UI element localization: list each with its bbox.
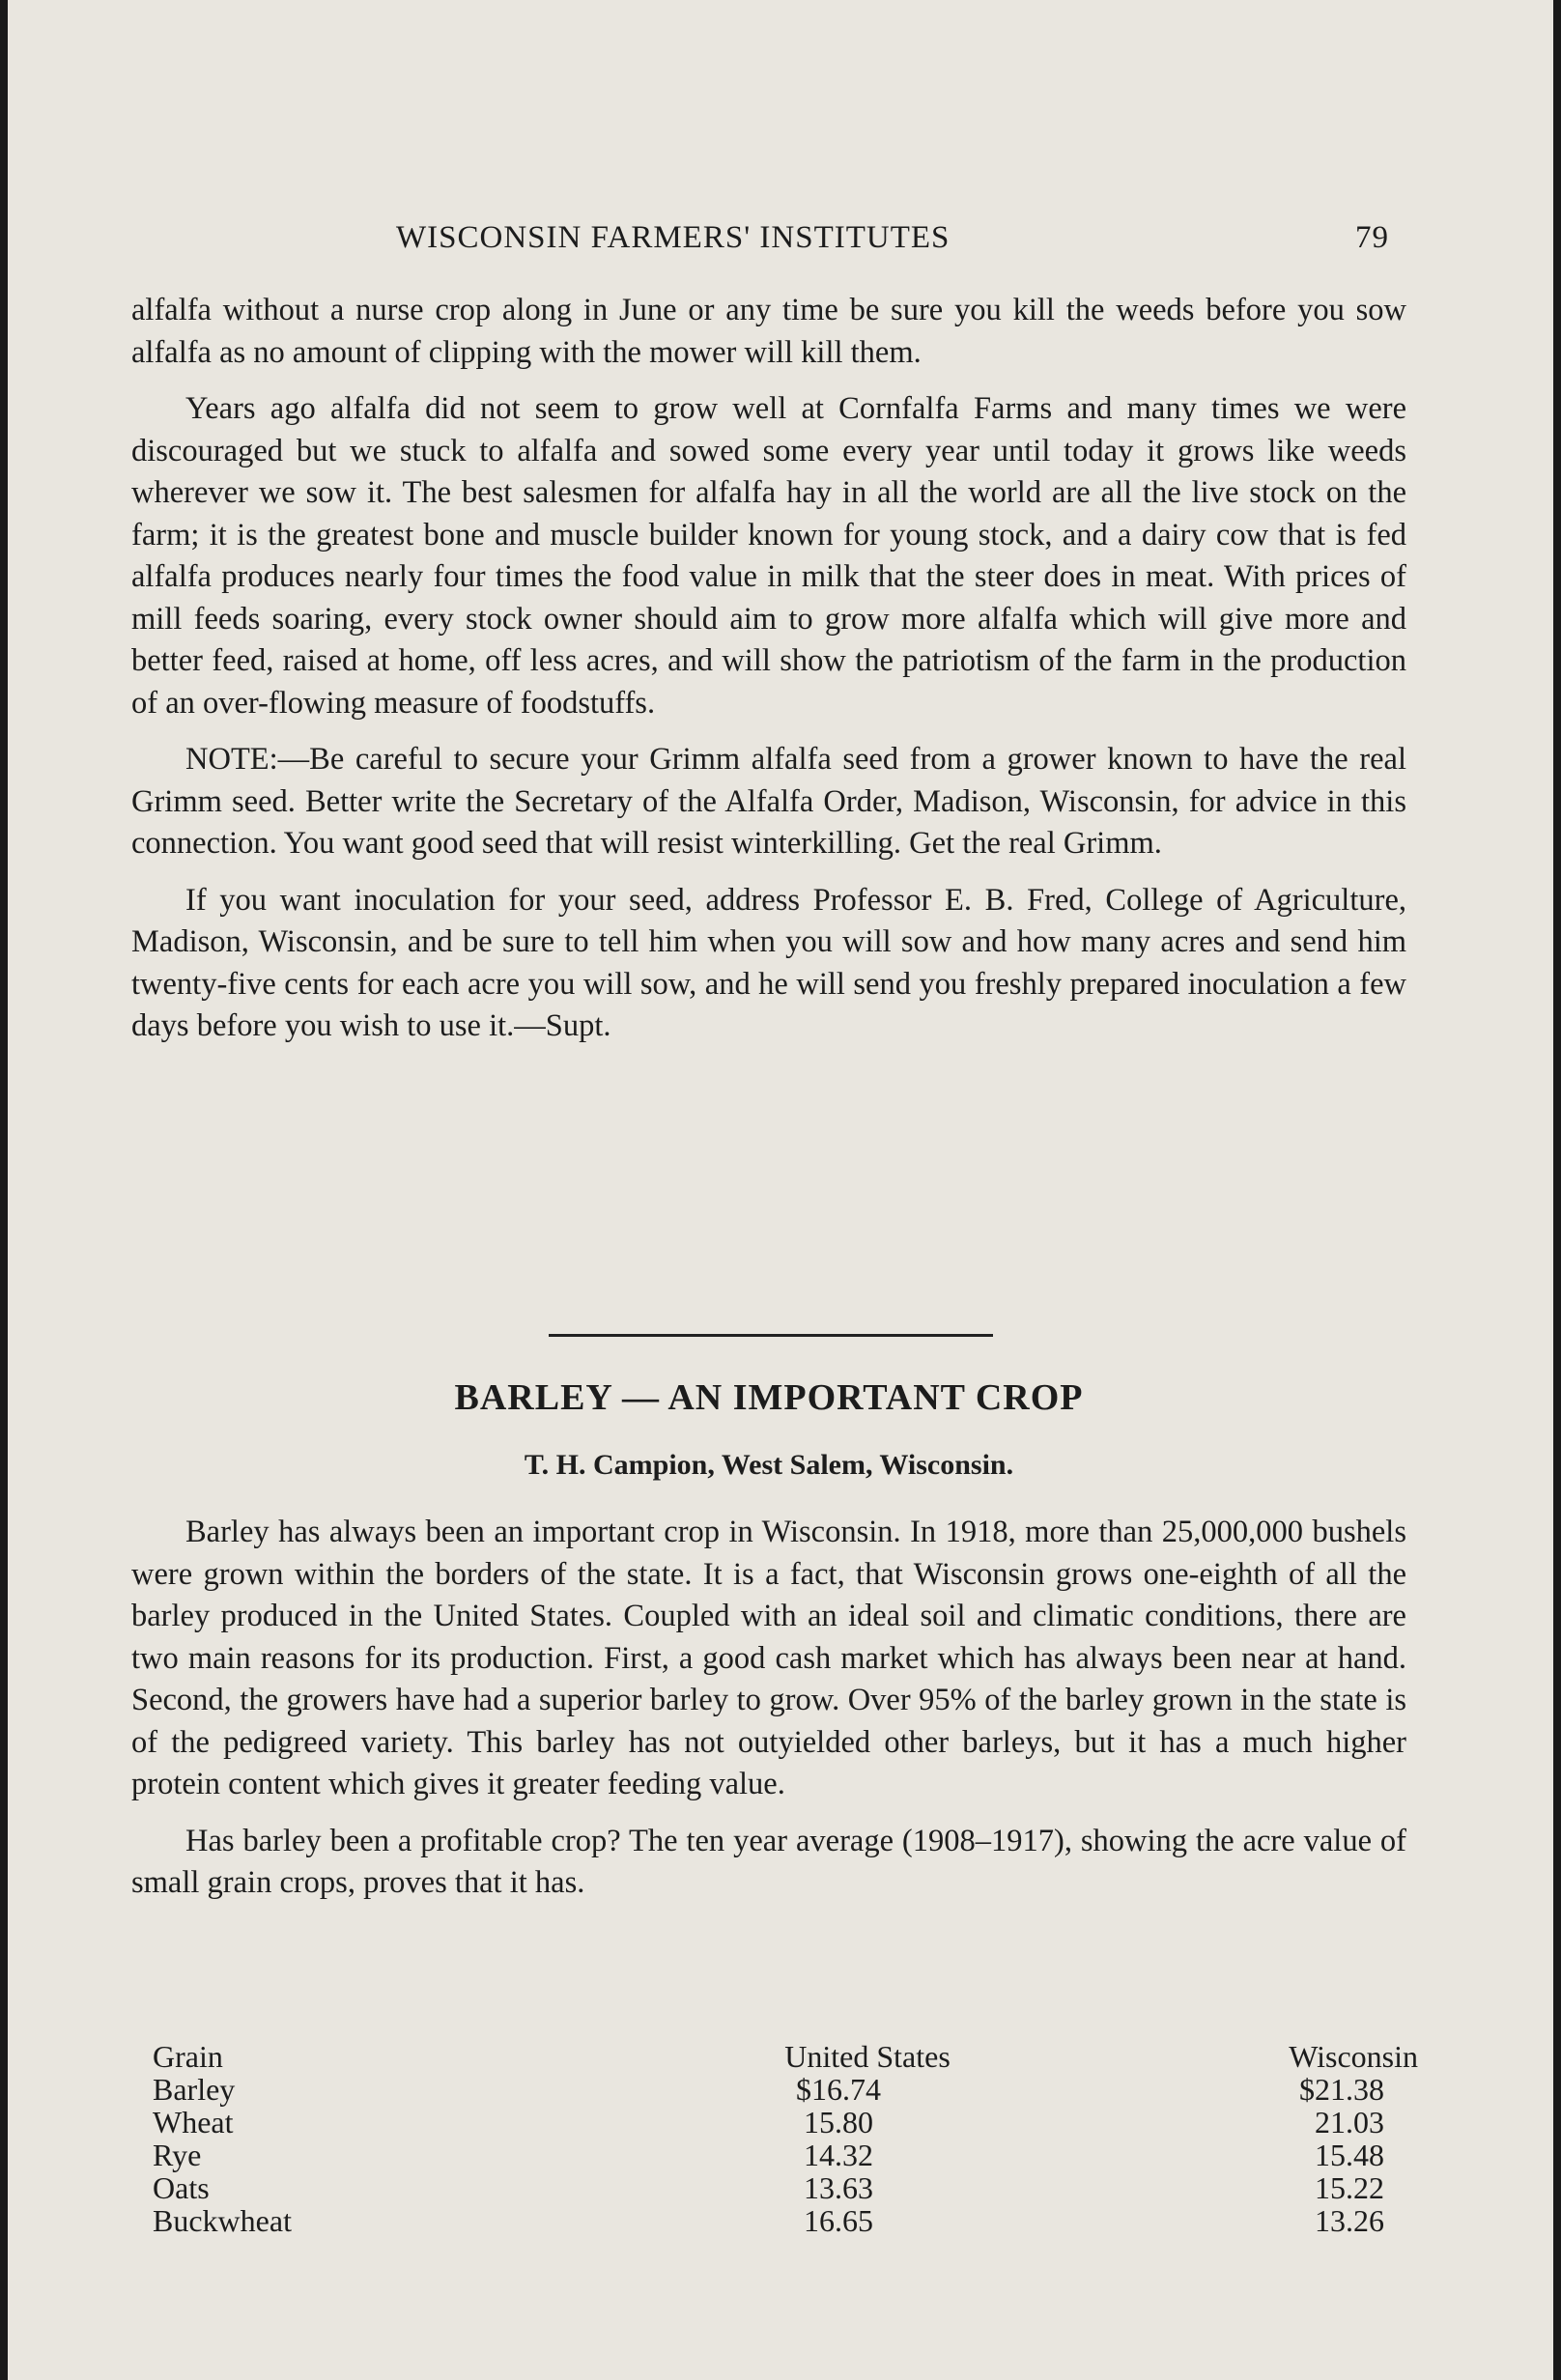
table-row — [153, 2073, 1418, 2106]
table-row — [153, 2171, 1418, 2204]
column-header-wisconsin: Wisconsin — [1289, 2039, 1418, 2074]
table-row — [153, 2106, 1418, 2139]
wisconsin-value-cell: $21.38 — [1299, 2072, 1384, 2107]
page-number: 79 — [1355, 220, 1389, 255]
us-value-cell: 13.63 — [804, 2170, 873, 2205]
us-value-cell: $16.74 — [796, 2072, 881, 2107]
us-value-cell: 16.65 — [804, 2203, 873, 2238]
wisconsin-value-cell: 15.22 — [1315, 2170, 1384, 2205]
column-header-united-states: United States — [784, 2039, 951, 2074]
grain-cell: Oats — [153, 2170, 210, 2205]
alfalfa-section — [131, 290, 1406, 1062]
grain-value-table — [153, 2040, 1418, 2237]
grain-cell: Barley — [153, 2072, 236, 2107]
grain-cell: Buckwheat — [153, 2203, 292, 2238]
table-row — [153, 2204, 1418, 2237]
us-value-cell: 14.32 — [804, 2138, 873, 2172]
barley-article-body — [131, 1512, 1406, 1919]
wisconsin-value-cell: 21.03 — [1315, 2105, 1384, 2139]
section-divider — [549, 1334, 993, 1337]
note-paragraph: NOTE:—Be careful to secure your Grimm alfalfa seed from a grower known to have the real Grimm seed. Better write the Secretary of the Alfalfa Order, Madison, Wisconsin, for advice in this connection. You want good seed that will resist winterkilling. Get the real Grimm. — [131, 742, 1406, 861]
us-value-cell: 15.80 — [804, 2105, 873, 2139]
article-title: BARLEY — AN IMPORTANT CROP — [454, 1377, 1084, 1418]
paragraph: Barley has always been an important crop in Wisconsin. In 1918, more than 25,000,000 bushels were grown within the borders of the state. It is a fact, that Wisconsin grows one-eighth of all the barley produced in the United States. Coupled with an ideal soil and climatic conditions, there are two main reasons for its production. First, a good cash market which has always been near at hand. Second, the growers have had a superior barley to grow. Over 95% of the barley grown in the state is of the pedigreed variety. This barley has not outyielded other barleys, but it has a much higher protein content which gives it greater feeding value. — [131, 1515, 1406, 1801]
wisconsin-value-cell: 15.48 — [1315, 2138, 1384, 2172]
paragraph: If you want inoculation for your seed, address Professor E. B. Fred, College of Agriculture, Madison, Wisconsin, and be sure to tell him when you will sow and how many acres and send him twenty-five cents for each acre you will sow, and he will send you freshly prepared inoculation a few days before you wish to use it.—Supt. — [131, 882, 1406, 1043]
paragraph: alfalfa without a nurse crop along in June or any time be sure you kill the weeds before you sow alfalfa as no amount of clipping with the mower will kill them. — [131, 293, 1406, 370]
paragraph: Years ago alfalfa did not seem to grow well at Cornfalfa Farms and many times we were discouraged but we stuck to alfalfa and sowed some every year until today it grows like weeds wherever we sow it. The best salesmen for alfalfa hay in all the world are all the live stock on the farm; it is the greatest bone and muscle builder known for young stock, and a dairy cow that is fed alfalfa produces nearly four times the food value in milk that the steer does in meat. With prices of mill feeds soaring, every stock owner should aim to grow more alfalfa which will give more and better feed, raised at home, off less acres, and will show the patriotism of the farm in the production of an over-flowing measure of foodstuffs. — [131, 391, 1406, 721]
running-title: WISCONSIN FARMERS' INSTITUTES — [396, 220, 951, 255]
article-byline: T. H. Campion, West Salem, Wisconsin. — [524, 1449, 1014, 1481]
column-header-grain: Grain — [153, 2039, 223, 2074]
paragraph: Has barley been a profitable crop? The ten year average (1908–1917), showing the acre value of small grain crops, proves that it has. — [131, 1823, 1406, 1900]
table-header-row — [153, 2040, 1418, 2073]
table-row — [153, 2139, 1418, 2171]
page-header — [143, 220, 1389, 263]
wisconsin-value-cell: 13.26 — [1315, 2203, 1384, 2238]
grain-cell: Rye — [153, 2138, 202, 2172]
grain-cell: Wheat — [153, 2105, 234, 2139]
book-page — [8, 0, 1553, 2380]
